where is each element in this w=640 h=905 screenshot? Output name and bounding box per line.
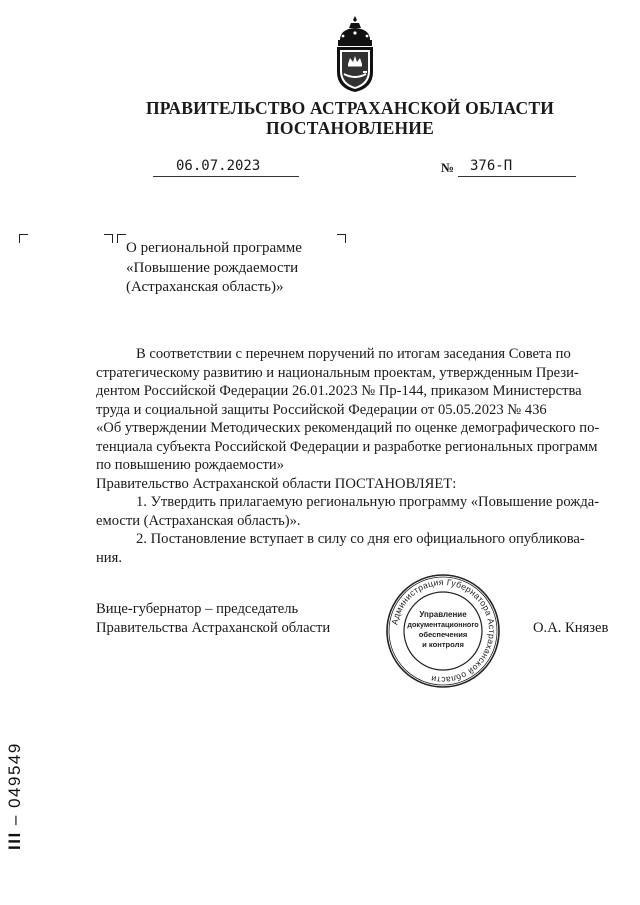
body-line: стратегическому развитию и национальным проектам, утвержденным Прези- [96, 364, 579, 381]
subject-line: (Астраханская область)» [126, 279, 284, 295]
body-line: 2. Постановление вступает в силу со дня его официального опубликова- [136, 531, 585, 547]
stamp-center-line: обеспечения [418, 630, 468, 639]
stamp-ring-text: Администрация Губернатора Астраханской области [389, 576, 498, 686]
signatory-position-line: Вице-губернатор – председатель [96, 601, 299, 617]
subject-line: О региональной программе [126, 240, 302, 256]
document-body [96, 345, 612, 567]
margin-corner-mark [19, 234, 28, 243]
document-subject [126, 239, 302, 298]
subject-line: «Повышение рождаемости [126, 259, 299, 276]
date-underline [153, 176, 299, 177]
body-line: емости (Астраханская область)». [96, 512, 301, 529]
document-type-title: ПОСТАНОВЛЕНИЕ [266, 118, 434, 138]
number-sign: № [441, 160, 455, 175]
number-underline [458, 176, 576, 177]
blank-serial-number [5, 742, 25, 850]
body-line: В соответствии с перечнем поручений по итогам заседания Совета по [136, 346, 571, 362]
subject-bracket-mark [104, 234, 113, 243]
blank-series: ІІІ [5, 831, 24, 850]
subject-bracket-mark [337, 234, 346, 243]
subject-bracket-mark [117, 234, 126, 243]
stamp-center-line: документационного [407, 620, 479, 629]
body-line: 1. Утвердить прилагаемую региональную программу «Повышение рожда- [136, 494, 600, 510]
stamp-center-line: и контроля [422, 640, 464, 649]
body-line: по повышению рождаемости» [96, 457, 284, 473]
document-date: 06.07.2023 [176, 158, 261, 174]
signatory-position-line: Правительства Астраханской области [96, 620, 331, 636]
body-line: тенциала субъекта Российской Федерации и разработке региональных программ [96, 438, 598, 455]
body-line: труда и социальной защиты Российской Федерации от 05.05.2023 № 436 [96, 401, 547, 418]
body-line: дентом Российской Федерации 26.01.2023 № Пр-144, приказом Министерства [96, 383, 582, 399]
body-line: «Об утверждении Методических рекомендаций по оценке демографического по- [96, 420, 600, 436]
stamp-center-line: Управление [419, 610, 467, 619]
organization-title: ПРАВИТЕЛЬСТВО АСТРАХАНСКОЙ ОБЛАСТИ [145, 98, 555, 118]
blank-number: – 049549 [5, 742, 24, 826]
official-stamp [385, 573, 501, 689]
body-line: ния. [96, 549, 122, 566]
document-number: 376-П [470, 158, 513, 174]
signatory-name: О.А. Князев [533, 620, 609, 636]
resolution-statement: Правительство Астраханской области ПОСТАНОВЛЯЕТ: [96, 475, 457, 492]
signatory-position [96, 600, 330, 638]
coat-of-arms-emblem [330, 14, 380, 94]
